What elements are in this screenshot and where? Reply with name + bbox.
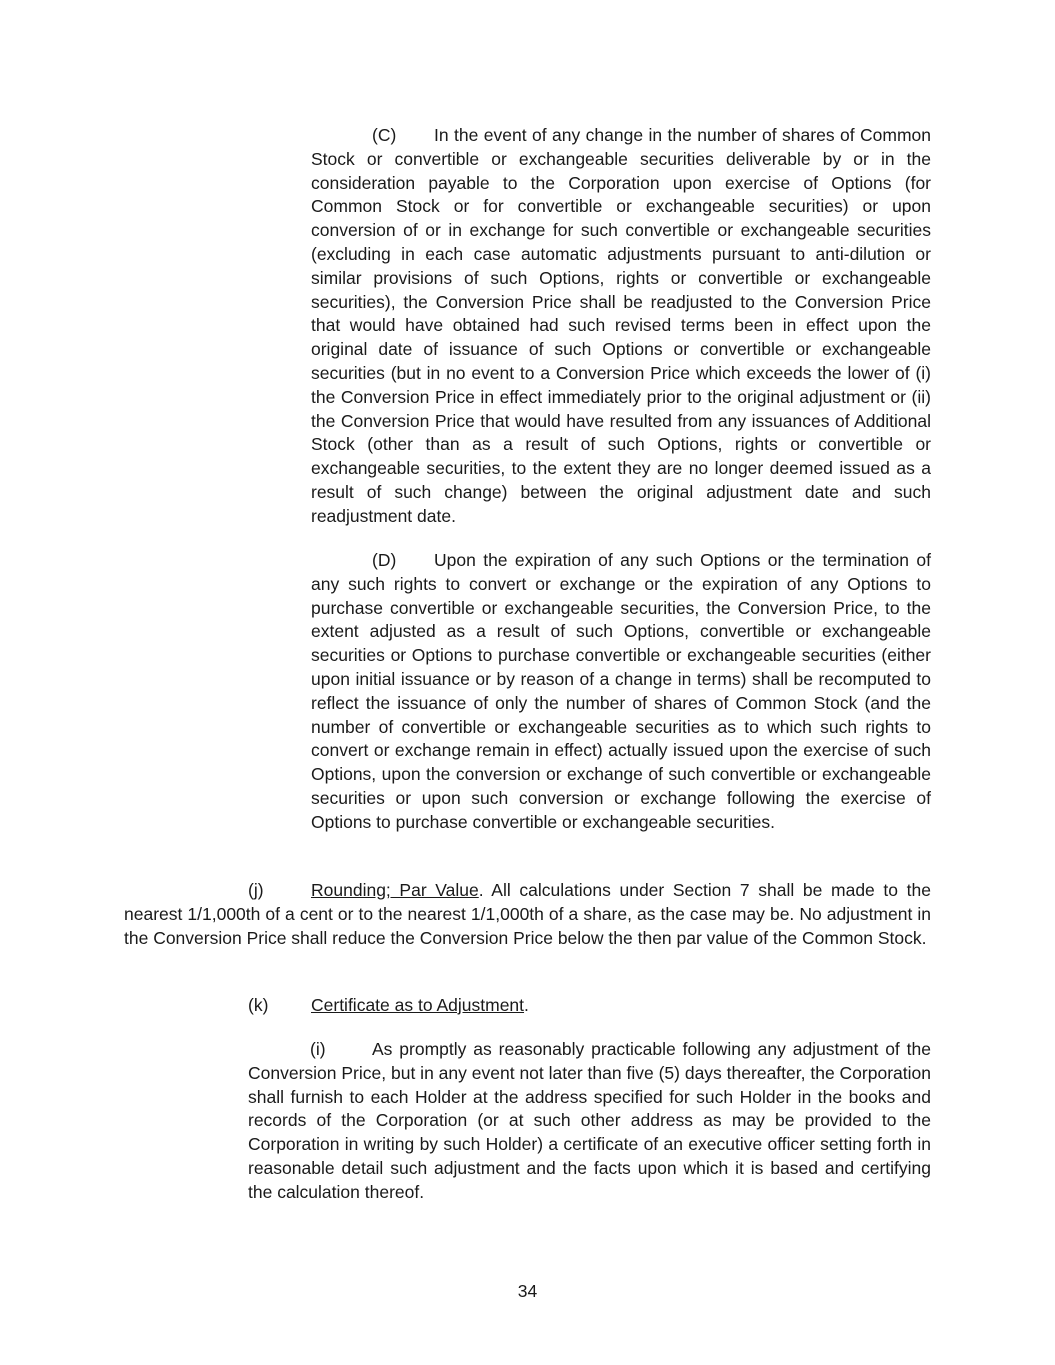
paragraph-k-heading: Certificate as to Adjustment — [311, 995, 525, 1015]
paragraph-i — [248, 1038, 931, 1205]
paragraph-k — [248, 994, 931, 1018]
paragraph-d-text: Upon the expiration of any such Options or the termination of any such rights to convert or exchange or the expiration of any Options to purchase convertible or exchangeable securities, the Conversion Price, to the extent adjusted as a result of such Options, convertible or exchangeable securities or Options to purchase convertible or exchangeable securities (either upon initial issuance or by reason of a change in terms) shall be recomputed to reflect the issuance of only the number of shares of Common Stock (and the number of convertible or exchangeable securities as to which such rights to convert or exchange remain in effect) actually issued upon the exercise of such Options, upon the conversion or exchange of such convertible or exchangeable securities or upon such conversion or exchange following the exercise of Options to purchase convertible or exchangeable securities. — [311, 550, 931, 832]
paragraph-i-label: (i) — [310, 1039, 326, 1059]
paragraph-c — [311, 124, 931, 529]
paragraph-c-label: (C) — [372, 125, 397, 145]
page-number: 34 — [517, 1281, 538, 1301]
paragraph-j — [124, 879, 931, 950]
paragraph-j-heading: Rounding; Par Value — [311, 880, 479, 900]
paragraph-i-text: As promptly as reasonably practicable following any adjustment of the Conversion Price, but in any event not later than five (5) days thereafter, the Corporation shall furnish to each Holder at the address specified for such Holder in the books and records of the Corporation (or at such other address as may be provided to the Corporation in writing by such Holder) a certificate of an executive officer setting forth in reasonable detail such adjustment and the facts upon which it is based and certifying the calculation thereof. — [248, 1039, 931, 1202]
paragraph-k-label: (k) — [248, 995, 269, 1015]
paragraph-d — [311, 549, 931, 835]
paragraph-d-label: (D) — [372, 550, 397, 570]
paragraph-k-text: . — [524, 995, 529, 1015]
paragraph-j-label: (j) — [248, 880, 264, 900]
paragraph-j-text: . All calculations under Section 7 shall be made to the nearest 1/1,000th of a cent or to the nearest 1/1,000th of a share, as the case may be. No adjustment in the Conversion Price shall reduce the Conversion Price below the then par value of the Common Stock. — [124, 880, 931, 948]
paragraph-c-text: In the event of any change in the number of shares of Common Stock or convertible or exchangeable securities deliverable by or in the consideration payable to the Corporation upon exercise of Options (for Common Stock or for convertible or exchangeable securities) or upon conversion of or in exchange for such convertible or exchangeable securities (excluding in each case automatic adjustments pursuant to anti-dilution or similar provisions of such Options, rights or convertible or exchangeable securities), the Conversion Price shall be readjusted to the Conversion Price that would have obtained had such revised terms been in effect upon the original date of issuance of such Options or convertible or exchangeable securities (but in no event to a Conversion Price which exceeds the lower of (i) the Conversion Price in effect immediately prior to the original adjustment or (ii) the Conversion Price that would have resulted from any issuances of Additional Stock (other than as a result of such Options, rights or convertible or exchangeable securities, to the extent they are no longer deemed issued as a result of such change) between the original adjustment date and such readjustment date. — [311, 125, 931, 526]
